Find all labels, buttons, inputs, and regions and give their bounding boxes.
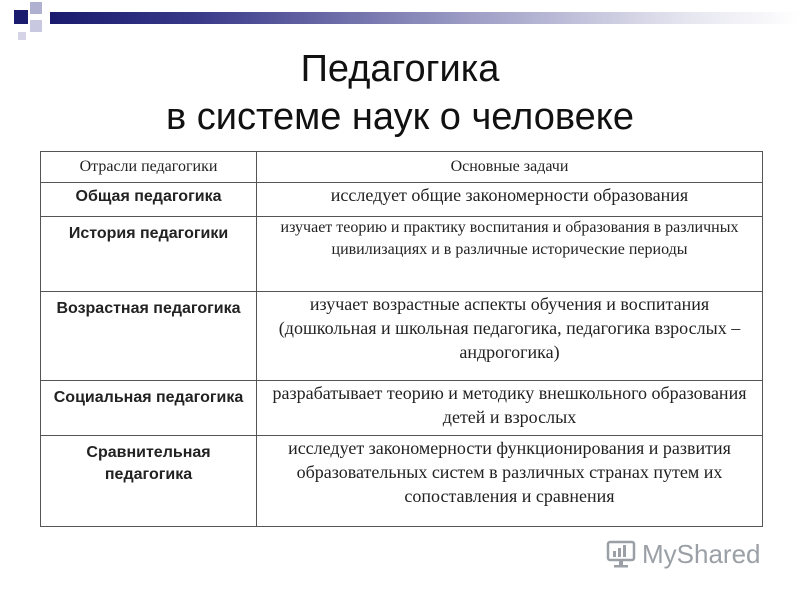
title-line-2: в системе наук о человеке	[166, 96, 634, 138]
corner-square	[14, 10, 28, 24]
corner-square	[18, 32, 26, 40]
myshared-watermark[interactable]	[606, 536, 761, 572]
table-row	[41, 381, 763, 436]
table-header-row	[41, 152, 763, 183]
branch-cell: Социальная педагогика	[41, 381, 257, 436]
task-cell: исследует общие закономерности образования	[257, 183, 763, 217]
task-cell: изучает теорию и практику воспитания и образования в различных цивилизациях и в различные исторические периоды	[257, 217, 763, 292]
task-cell: разрабатывает теорию и методику внешкольного образования детей и взрослых	[257, 381, 763, 436]
column-header-tasks: Основные задачи	[257, 152, 763, 183]
task-cell: изучает возрастные аспекты обучения и воспитания (дошкольная и школьная педагогика, педагогика взрослых – андрогогика)	[257, 292, 763, 381]
header-gradient-bar	[50, 12, 800, 24]
corner-decoration	[0, 0, 50, 50]
branch-cell: Возрастная педагогика	[41, 292, 257, 381]
branch-cell: История педагогики	[41, 217, 257, 292]
page-title	[0, 45, 800, 141]
title-line-1: Педагогика	[300, 48, 500, 90]
column-header-branch: Отрасли педагогики	[41, 152, 257, 183]
task-cell: исследует закономерности функционирования и развития образовательных систем в различных странах путем их сопоставления и сравнения	[257, 436, 763, 527]
branch-cell: Сравнительная педагогика	[41, 436, 257, 527]
pedagogy-table	[40, 151, 763, 527]
table-row	[41, 217, 763, 292]
myshared-logo-icon	[606, 539, 636, 569]
table-row	[41, 292, 763, 381]
table-row	[41, 183, 763, 217]
watermark-text: MyShared	[642, 538, 761, 569]
branch-cell: Общая педагогика	[41, 183, 257, 217]
table-row	[41, 436, 763, 527]
corner-square	[30, 20, 42, 32]
corner-square	[30, 2, 42, 14]
